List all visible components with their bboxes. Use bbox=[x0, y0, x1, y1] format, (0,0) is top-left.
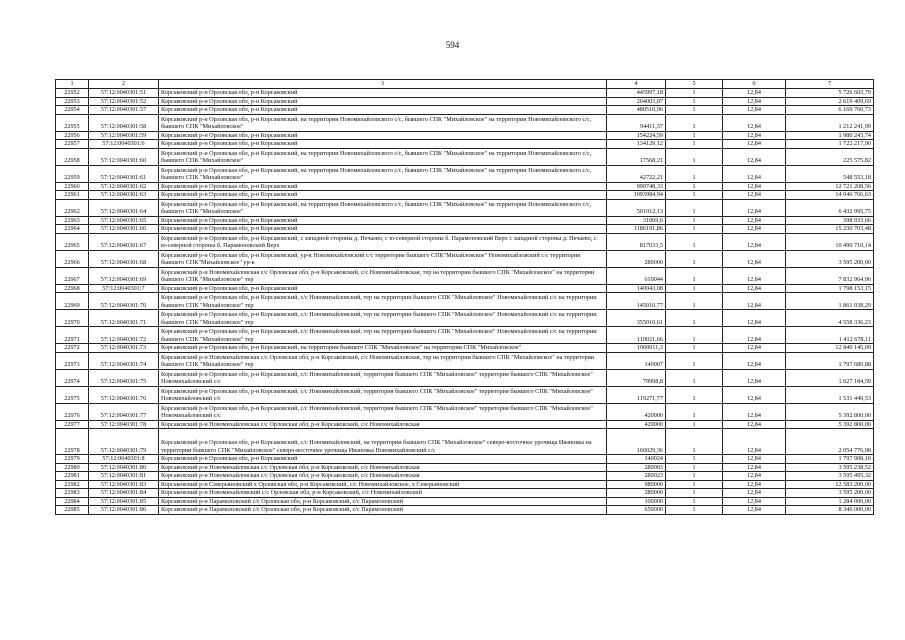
cadastral-number: 57:12:0040301:81 bbox=[89, 472, 159, 481]
rate-value: 12,84 bbox=[723, 403, 786, 420]
area-value: 140007 bbox=[607, 352, 666, 369]
cost-value: 3 595 238,52 bbox=[786, 463, 874, 472]
rate-value: 12,84 bbox=[723, 455, 786, 464]
row-number: 22983 bbox=[56, 489, 89, 498]
cost-value: 14 046 766,63 bbox=[786, 191, 874, 200]
cadastral-number: 57:12:0040301:84 bbox=[89, 489, 159, 498]
table-row bbox=[56, 106, 874, 115]
row-number: 22975 bbox=[56, 386, 89, 403]
area-value: 420000 bbox=[607, 420, 666, 429]
quantity-value: 1 bbox=[666, 97, 723, 106]
area-value: 1093984,94 bbox=[607, 191, 666, 200]
rate-value: 12,84 bbox=[723, 216, 786, 225]
quantity-value: 1 bbox=[666, 293, 723, 310]
cost-value: 3 595 200,00 bbox=[786, 250, 874, 267]
row-number: 22978 bbox=[56, 429, 89, 455]
table-row bbox=[56, 216, 874, 225]
row-number: 22961 bbox=[56, 191, 89, 200]
row-number: 22966 bbox=[56, 250, 89, 267]
cadastral-number: 57:12:0040301:83 bbox=[89, 480, 159, 489]
row-number: 22971 bbox=[56, 327, 89, 344]
location-address: Корсаковский р-н Новомихайловская с/с Орловская обл, р-н Корсаковский, с/с Новомихайловская bbox=[159, 472, 607, 481]
cost-value: 5 392 800,00 bbox=[786, 403, 874, 420]
row-number: 22974 bbox=[56, 369, 89, 386]
cadastral-number: 57:12:0040301:63 bbox=[89, 191, 159, 200]
location-address: Корсаковский р-н Орловская обл, р-н Корсаковский bbox=[159, 455, 607, 464]
area-value: 420000 bbox=[607, 403, 666, 420]
area-value: 355010,61 bbox=[607, 310, 666, 327]
location-address: Корсаковский р-н Новомихайловская с/с Орловская обл, р-н Корсаковский, с/с Новомихайловская, тер на территории бывшего СПК "Михайловское" на территории бывшего СПК "Михайловское" тер bbox=[159, 267, 607, 284]
area-value: 160029,36 bbox=[607, 429, 666, 455]
location-address: Корсаковский р-н Орловская обл, р-н Корсаковский, на территории Новомихайловского с/с, бывшего СПК "Михайловское" на территории Новомихайловского с/с, бывшего СПК "Михайловское" bbox=[159, 165, 607, 182]
quantity-value: 1 bbox=[666, 225, 723, 234]
cadastral-number: 57:12:0040301:76 bbox=[89, 386, 159, 403]
table-row bbox=[56, 233, 874, 250]
cost-value: 8 346 000,00 bbox=[786, 506, 874, 515]
location-address: Корсаковский р-н Орловская обл, р-н Корсаковский, с/с Новомихайловский, территория бывшего СПК "Михайловское" территория бывшего СПК "Михайловское" Новомихайловский с/с bbox=[159, 386, 607, 403]
table-row bbox=[56, 284, 874, 293]
cost-value: 1 980 243,74 bbox=[786, 131, 874, 140]
location-address: Корсаковский р-н Орловская обл, р-н Корсаковский, с/с Новомихайловский, тер на территории бывшего СПК "Михайловское" Новомихайловский с/с на территории бывшего СПК "Михайловское" тер bbox=[159, 293, 607, 310]
area-value: 100000 bbox=[607, 497, 666, 506]
quantity-value: 1 bbox=[666, 250, 723, 267]
area-value: 817033,5 bbox=[607, 233, 666, 250]
cadastral-number: 57:12:0040301:70 bbox=[89, 293, 159, 310]
quantity-value: 1 bbox=[666, 429, 723, 455]
area-value: 990748,33 bbox=[607, 182, 666, 191]
column-header-2: 2 bbox=[89, 80, 159, 89]
row-number: 22964 bbox=[56, 225, 89, 234]
location-address: Корсаковский р-н Орловская обл, р-н Корсаковский, с западной стороны д. Нечаево, с ю-северной стороны б. Парамоновский Верх с западной стороны д. Нечаево, с ю-северной стороны б. Парамоновский Верх bbox=[159, 233, 607, 250]
row-number: 22960 bbox=[56, 182, 89, 191]
quantity-value: 1 bbox=[666, 369, 723, 386]
location-address: Корсаковский р-н Орловская обл, р-н Корсаковский, на территории Новомихайловского с/с, бывшего СПК "Михайловское" на территории Новомихайловского с/с, бывшего СПК "Михайловское" bbox=[159, 199, 607, 216]
quantity-value: 1 bbox=[666, 148, 723, 165]
table-row bbox=[56, 403, 874, 420]
quantity-value: 1 bbox=[666, 310, 723, 327]
rate-value: 12,84 bbox=[723, 250, 786, 267]
cadastral-number: 57:12:0040301:69 bbox=[89, 267, 159, 284]
cadastral-number: 57:12:0040301:74 bbox=[89, 352, 159, 369]
row-number: 22985 bbox=[56, 506, 89, 515]
quantity-value: 1 bbox=[666, 403, 723, 420]
cost-value: 1 027 184,59 bbox=[786, 369, 874, 386]
scan-artifact-strip bbox=[0, 12, 905, 16]
row-number: 22963 bbox=[56, 216, 89, 225]
cost-value: 225 575,82 bbox=[786, 148, 874, 165]
table-row bbox=[56, 497, 874, 506]
area-value: 154224,59 bbox=[607, 131, 666, 140]
table-row bbox=[56, 369, 874, 386]
area-value: 280003 bbox=[607, 463, 666, 472]
table-row bbox=[56, 97, 874, 106]
cost-value: 1 412 678,11 bbox=[786, 327, 874, 344]
quantity-value: 1 bbox=[666, 199, 723, 216]
location-address: Корсаковский р-н Новомихайловская с/с Орловская обл, р-н Корсаковский, с/с Новомихайловская bbox=[159, 463, 607, 472]
quantity-value: 1 bbox=[666, 327, 723, 344]
table-row bbox=[56, 420, 874, 429]
rate-value: 12,84 bbox=[723, 225, 786, 234]
quantity-value: 1 bbox=[666, 216, 723, 225]
area-value: 119271,77 bbox=[607, 386, 666, 403]
quantity-value: 1 bbox=[666, 344, 723, 353]
cost-value: 1 861 938,29 bbox=[786, 293, 874, 310]
location-address: Корсаковский р-н Орловская обл, р-н Корсаковский, на территории Новомихайловского с/с, бывшего СПК "Михайловское" на территории Новомихайловского с/с, бывшего СПК "Михайловское" bbox=[159, 148, 607, 165]
cadastral-number: 57:12:0040301:75 bbox=[89, 369, 159, 386]
rate-value: 12,84 bbox=[723, 148, 786, 165]
table-row bbox=[56, 199, 874, 216]
area-value: 94411,37 bbox=[607, 114, 666, 131]
area-value: 280000 bbox=[607, 489, 666, 498]
cadastral-number: 57:12:0040301:65 bbox=[89, 216, 159, 225]
location-address: Корсаковский р-н Орловская обл, р-н Корсаковский, с/с Новомихайловский, тер на территории бывшего СПК "Михайловское" Новомихайловский с/с на территории бывшего СПК "Михайловское" тер bbox=[159, 327, 607, 344]
table-row bbox=[56, 267, 874, 284]
area-value: 31069,6 bbox=[607, 216, 666, 225]
cost-value: 1 284 000,00 bbox=[786, 497, 874, 506]
cadastral-table bbox=[55, 79, 874, 515]
table-row bbox=[56, 182, 874, 191]
location-address: Корсаковский р-н Орловская обл, р-н Корсаковский, с/с Новомихайловский, на территории бывшего СПК "Михайловское" северо-восточнее урочища Ивановка на территории бывшего СПК "Михайловское" северо-восточнее урочища Ивановка Новомихайловский с/с bbox=[159, 429, 607, 455]
cadastral-number: 57:12:0040301:51 bbox=[89, 89, 159, 98]
cost-value: 15 230 703,48 bbox=[786, 225, 874, 234]
area-value: 280000 bbox=[607, 250, 666, 267]
cadastral-number: 57:12:0040301:78 bbox=[89, 420, 159, 429]
row-number: 22968 bbox=[56, 284, 89, 293]
cost-value: 398 933,66 bbox=[786, 216, 874, 225]
location-address: Корсаковский р-н Орловская обл, р-н Корсаковский, ур-к Новомихайловский с/с территория бывшего СПК"Михайловское" Новомихайловский с/с территория бывшего СПК"Михайловское" ур-к bbox=[159, 250, 607, 267]
location-address: Корсаковский р-н Орловская обл, р-н Корсаковский bbox=[159, 182, 607, 191]
quantity-value: 1 bbox=[666, 89, 723, 98]
table-row bbox=[56, 386, 874, 403]
location-address: Корсаковский р-н Орловская обл, р-н Корсаковский bbox=[159, 131, 607, 140]
cadastral-number: 57:12:0040301:52 bbox=[89, 97, 159, 106]
rate-value: 12,84 bbox=[723, 429, 786, 455]
row-number: 22973 bbox=[56, 352, 89, 369]
location-address: Корсаковский р-н Новомихайловская с/с Орловская обл, р-н Корсаковский, с/с Новомихайловская bbox=[159, 420, 607, 429]
area-value: 445997,18 bbox=[607, 89, 666, 98]
location-address: Корсаковский р-н Орловская обл, р-н Корсаковский, на территории бывшего СПК "Михайловское" на территории СПК "Михайловское" bbox=[159, 344, 607, 353]
location-address: Корсаковский р-н Орловская обл, р-н Корсаковский bbox=[159, 225, 607, 234]
cadastral-number: 57:12:0040301:62 bbox=[89, 182, 159, 191]
row-number: 22962 bbox=[56, 199, 89, 216]
cost-value: 3 595 495,32 bbox=[786, 472, 874, 481]
area-value: 980000 bbox=[607, 480, 666, 489]
rate-value: 12,84 bbox=[723, 165, 786, 182]
location-address: Корсаковский р-н Орловская обл, р-н Корсаковский, на территории Новомихайловского с/с, бывшего СПК "Михайловское" на территории Новомихайловского с/с, бывшего СПК "Михайловское" bbox=[159, 114, 607, 131]
row-number: 22984 bbox=[56, 497, 89, 506]
row-number: 22967 bbox=[56, 267, 89, 284]
cadastral-number: 57:12:0040301:66 bbox=[89, 225, 159, 234]
cadastral-number: 57:12:0040301:61 bbox=[89, 165, 159, 182]
rate-value: 12,84 bbox=[723, 352, 786, 369]
rate-value: 12,84 bbox=[723, 284, 786, 293]
rate-value: 12,84 bbox=[723, 97, 786, 106]
area-value: 610044 bbox=[607, 267, 666, 284]
rate-value: 12,84 bbox=[723, 472, 786, 481]
quantity-value: 1 bbox=[666, 106, 723, 115]
table-row bbox=[56, 225, 874, 234]
location-address: Корсаковский р-н Парамоновский с/с Орловская обл, р-н Корсаковский, с/с Парамоновский bbox=[159, 497, 607, 506]
rate-value: 12,84 bbox=[723, 369, 786, 386]
cadastral-number: 57:12:0040301:58 bbox=[89, 114, 159, 131]
table-row bbox=[56, 344, 874, 353]
table-row bbox=[56, 114, 874, 131]
cost-value: 10 490 710,14 bbox=[786, 233, 874, 250]
quantity-value: 1 bbox=[666, 114, 723, 131]
area-value: 650000 bbox=[607, 506, 666, 515]
row-number: 22957 bbox=[56, 140, 89, 149]
table-header-row bbox=[56, 80, 874, 89]
cadastral-number: 57:12:0040301:60 bbox=[89, 148, 159, 165]
location-address: Корсаковский р-н Орловская обл, р-н Корсаковский bbox=[159, 284, 607, 293]
cost-value: 1 722 217,90 bbox=[786, 140, 874, 149]
quantity-value: 1 bbox=[666, 506, 723, 515]
table-row bbox=[56, 463, 874, 472]
table-row bbox=[56, 89, 874, 98]
rate-value: 12,84 bbox=[723, 233, 786, 250]
quantity-value: 1 bbox=[666, 480, 723, 489]
area-value: 134129,12 bbox=[607, 140, 666, 149]
location-address: Корсаковский р-н Орловская обл, р-н Корсаковский bbox=[159, 140, 607, 149]
area-value: 42722,21 bbox=[607, 165, 666, 182]
cadastral-number: 57:12:0040301:59 bbox=[89, 131, 159, 140]
rate-value: 12,84 bbox=[723, 182, 786, 191]
column-header-5: 5 bbox=[666, 80, 723, 89]
quantity-value: 1 bbox=[666, 165, 723, 182]
row-number: 22969 bbox=[56, 293, 89, 310]
rate-value: 12,84 bbox=[723, 344, 786, 353]
column-header-1: 1 bbox=[56, 80, 89, 89]
quantity-value: 1 bbox=[666, 497, 723, 506]
area-value: 480510,96 bbox=[607, 106, 666, 115]
cost-value: 7 832 964,96 bbox=[786, 267, 874, 284]
cadastral-number: 57:12:0040301:72 bbox=[89, 327, 159, 344]
row-number: 22965 bbox=[56, 233, 89, 250]
quantity-value: 1 bbox=[666, 463, 723, 472]
rate-value: 12,84 bbox=[723, 386, 786, 403]
rate-value: 12,84 bbox=[723, 199, 786, 216]
table-row bbox=[56, 480, 874, 489]
table-row bbox=[56, 489, 874, 498]
cost-value: 548 553,18 bbox=[786, 165, 874, 182]
rate-value: 12,84 bbox=[723, 489, 786, 498]
quantity-value: 1 bbox=[666, 140, 723, 149]
row-number: 22979 bbox=[56, 455, 89, 464]
cadastral-number: 57:12:0040301:68 bbox=[89, 250, 159, 267]
area-value: 79998,8 bbox=[607, 369, 666, 386]
location-address: Корсаковский р-н Орловская обл, р-н Корсаковский, с/с Новомихайловский, территория бывшего СПК "Михайловское" территория бывшего СПК "Михайловское" Новомихайловский с/с bbox=[159, 369, 607, 386]
table-row bbox=[56, 327, 874, 344]
quantity-value: 1 bbox=[666, 352, 723, 369]
quantity-value: 1 bbox=[666, 284, 723, 293]
quantity-value: 1 bbox=[666, 386, 723, 403]
cadastral-number: 57:12:0040301:86 bbox=[89, 506, 159, 515]
row-number: 22981 bbox=[56, 472, 89, 481]
column-header-7: 7 bbox=[786, 80, 874, 89]
row-number: 22953 bbox=[56, 97, 89, 106]
cadastral-number: 57:12:0040301:7 bbox=[89, 284, 159, 293]
row-number: 22952 bbox=[56, 89, 89, 98]
column-header-6: 6 bbox=[723, 80, 786, 89]
quantity-value: 1 bbox=[666, 182, 723, 191]
cost-value: 5 392 800,00 bbox=[786, 420, 874, 429]
area-value: 110021,66 bbox=[607, 327, 666, 344]
table-row bbox=[56, 140, 874, 149]
cadastral-number: 57:12:0040301:8 bbox=[89, 455, 159, 464]
table-body bbox=[56, 89, 874, 515]
rate-value: 12,84 bbox=[723, 114, 786, 131]
row-number: 22970 bbox=[56, 310, 89, 327]
cost-value: 3 595 200,00 bbox=[786, 489, 874, 498]
cadastral-number: 57:12:0040301:64 bbox=[89, 199, 159, 216]
table-row bbox=[56, 250, 874, 267]
table-row bbox=[56, 310, 874, 327]
column-header-3: 3 bbox=[159, 80, 607, 89]
quantity-value: 1 bbox=[666, 420, 723, 429]
area-value: 145010,77 bbox=[607, 293, 666, 310]
cost-value: 6 432 995,75 bbox=[786, 199, 874, 216]
rate-value: 12,84 bbox=[723, 480, 786, 489]
area-value: 17568,21 bbox=[607, 148, 666, 165]
cost-value: 2 054 776,98 bbox=[786, 429, 874, 455]
quantity-value: 1 bbox=[666, 191, 723, 200]
area-value: 1186191,86 bbox=[607, 225, 666, 234]
location-address: Корсаковский р-н Новомихайловская с/с Орловская обл, р-н Корсаковский, с/с Новомихайловская, тер на территории бывшего СПК "Михайловское" на территории бывшего СПК "Михайловское" тер bbox=[159, 352, 607, 369]
cadastral-number: 57:12:0040301:77 bbox=[89, 403, 159, 420]
table-row bbox=[56, 131, 874, 140]
rate-value: 12,84 bbox=[723, 131, 786, 140]
location-address: Корсаковский р-н Парамоновский с/с Орловская обл, р-н Корсаковский, с/с Парамоновский bbox=[159, 506, 607, 515]
cost-value: 1 798 153,15 bbox=[786, 284, 874, 293]
cost-value: 12 840 145,09 bbox=[786, 344, 874, 353]
row-number: 22955 bbox=[56, 114, 89, 131]
location-address: Корсаковский р-н Орловская обл, р-н Корсаковский bbox=[159, 97, 607, 106]
cost-value: 1 797 908,16 bbox=[786, 455, 874, 464]
area-value: 501012,13 bbox=[607, 199, 666, 216]
table-row bbox=[56, 165, 874, 182]
cost-value: 5 726 603,79 bbox=[786, 89, 874, 98]
rate-value: 12,84 bbox=[723, 497, 786, 506]
cost-value: 12 583 200,00 bbox=[786, 480, 874, 489]
cadastral-number: 57:12:0040301:79 bbox=[89, 429, 159, 455]
column-header-4: 4 bbox=[607, 80, 666, 89]
cadastral-number: 57:12:0040301:6 bbox=[89, 140, 159, 149]
cost-value: 1 531 449,53 bbox=[786, 386, 874, 403]
row-number: 22976 bbox=[56, 403, 89, 420]
quantity-value: 1 bbox=[666, 455, 723, 464]
cadastral-number: 57:12:0040301:71 bbox=[89, 310, 159, 327]
location-address: Корсаковский р-н Новомихайловский с/с Орловская обл, р-н Корсаковский, с/с Новомихайловский bbox=[159, 489, 607, 498]
location-address: Корсаковский р-н Орловская обл, р-н Корсаковский bbox=[159, 191, 607, 200]
cadastral-number: 57:12:0040301:85 bbox=[89, 497, 159, 506]
cadastral-number: 57:12:0040301:73 bbox=[89, 344, 159, 353]
page-number: 594 bbox=[445, 40, 460, 50]
area-value: 204003,87 bbox=[607, 97, 666, 106]
rate-value: 12,84 bbox=[723, 293, 786, 310]
row-number: 22956 bbox=[56, 131, 89, 140]
cost-value: 12 721 208,56 bbox=[786, 182, 874, 191]
row-number: 22958 bbox=[56, 148, 89, 165]
cadastral-number: 57:12:0040301:80 bbox=[89, 463, 159, 472]
row-number: 22959 bbox=[56, 165, 89, 182]
table-row bbox=[56, 148, 874, 165]
rate-value: 12,84 bbox=[723, 310, 786, 327]
quantity-value: 1 bbox=[666, 131, 723, 140]
rate-value: 12,84 bbox=[723, 89, 786, 98]
location-address: Корсаковский р-н Орловская обл, р-н Корсаковский, с/с Новомихайловский, территория бывшего СПК "Михайловское" территория бывшего СПК "Михайловское" Новомихайловский с/с bbox=[159, 403, 607, 420]
quantity-value: 1 bbox=[666, 472, 723, 481]
rate-value: 12,84 bbox=[723, 191, 786, 200]
row-number: 22980 bbox=[56, 463, 89, 472]
rate-value: 12,84 bbox=[723, 327, 786, 344]
quantity-value: 1 bbox=[666, 489, 723, 498]
table-row bbox=[56, 506, 874, 515]
cost-value: 6 169 760,73 bbox=[786, 106, 874, 115]
table-row bbox=[56, 293, 874, 310]
rate-value: 12,84 bbox=[723, 140, 786, 149]
rate-value: 12,84 bbox=[723, 463, 786, 472]
row-number: 22954 bbox=[56, 106, 89, 115]
cost-value: 1 797 689,88 bbox=[786, 352, 874, 369]
row-number: 22977 bbox=[56, 420, 89, 429]
rate-value: 12,84 bbox=[723, 420, 786, 429]
table-row bbox=[56, 352, 874, 369]
cost-value: 1 212 241,99 bbox=[786, 114, 874, 131]
cadastral-number: 57:12:0040301:67 bbox=[89, 233, 159, 250]
table-row bbox=[56, 429, 874, 455]
table-row bbox=[56, 455, 874, 464]
location-address: Корсаковский р-н Орловская обл, р-н Корсаковский bbox=[159, 216, 607, 225]
cadastral-number: 57:12:0040301:57 bbox=[89, 106, 159, 115]
quantity-value: 1 bbox=[666, 267, 723, 284]
rate-value: 12,84 bbox=[723, 106, 786, 115]
area-value: 140024 bbox=[607, 455, 666, 464]
area-value: 1000011,3 bbox=[607, 344, 666, 353]
location-address: Корсаковский р-н Северьяновский х Орловская обл, р-н Корсаковский, с/с Новомихайловское, х Северьяновский bbox=[159, 480, 607, 489]
area-value: 140043,08 bbox=[607, 284, 666, 293]
row-number: 22972 bbox=[56, 344, 89, 353]
table-row bbox=[56, 191, 874, 200]
cost-value: 4 558 336,23 bbox=[786, 310, 874, 327]
rate-value: 12,84 bbox=[723, 506, 786, 515]
cost-value: 2 619 409,69 bbox=[786, 97, 874, 106]
row-number: 22982 bbox=[56, 480, 89, 489]
quantity-value: 1 bbox=[666, 233, 723, 250]
location-address: Корсаковский р-н Орловская обл, р-н Корсаковский bbox=[159, 106, 607, 115]
table-row bbox=[56, 472, 874, 481]
area-value: 280023 bbox=[607, 472, 666, 481]
location-address: Корсаковский р-н Орловская обл, р-н Корсаковский, с/с Новомихайловский, тер на территории бывшего СПК "Михайловское" Новомихайловский с/с на территории бывшего СПК "Михайловское" тер bbox=[159, 310, 607, 327]
location-address: Корсаковский р-н Орловская обл, р-н Корсаковский bbox=[159, 89, 607, 98]
rate-value: 12,84 bbox=[723, 267, 786, 284]
